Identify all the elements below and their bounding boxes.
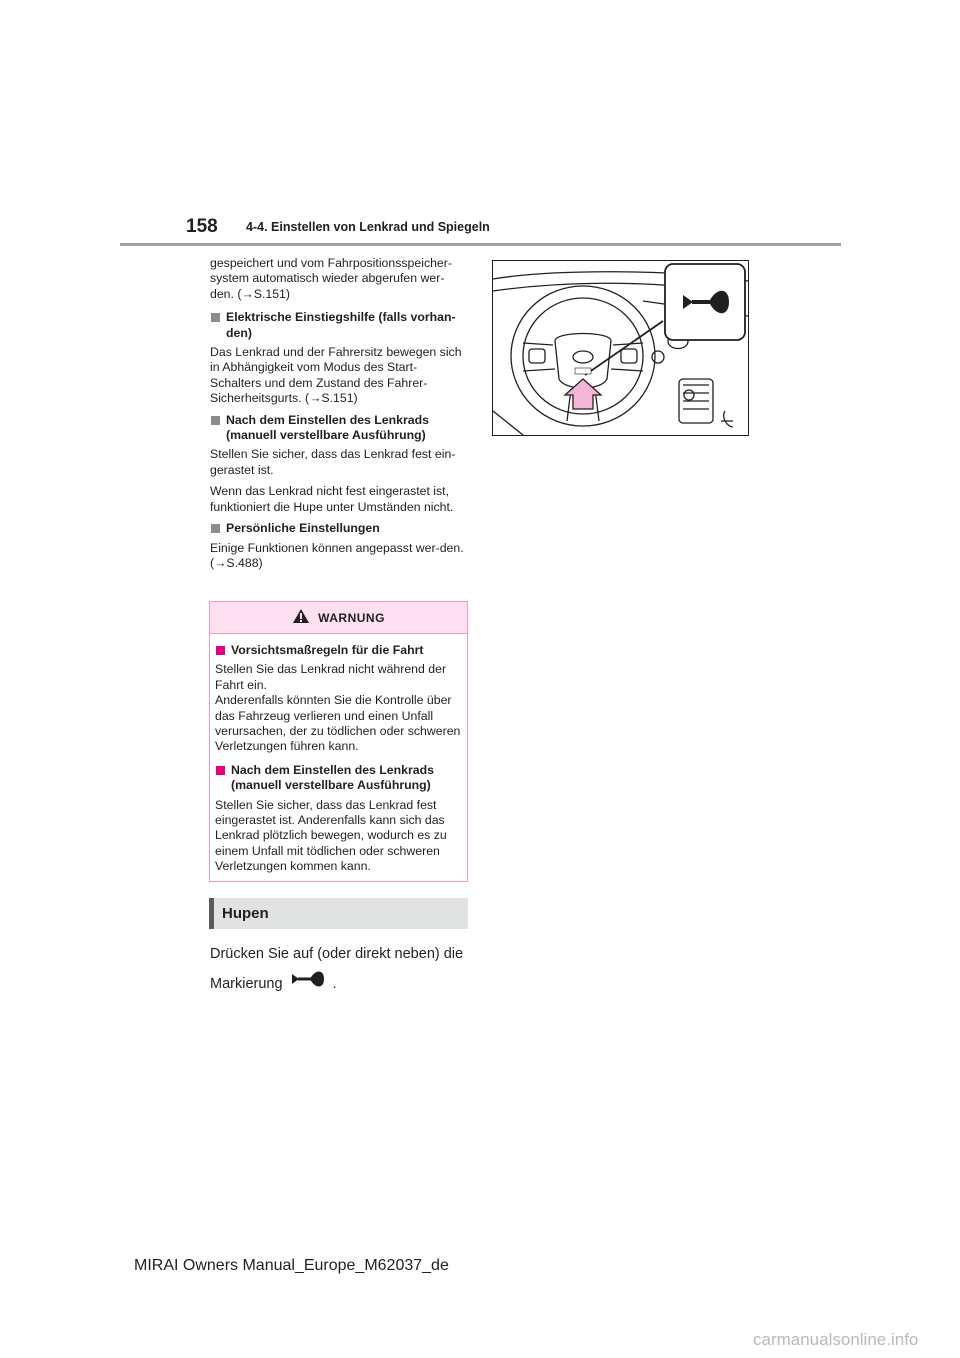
page-number: 158 bbox=[186, 216, 218, 237]
warning-triangle-icon bbox=[292, 608, 310, 627]
section-heading-hupen: Hupen bbox=[209, 898, 468, 929]
main-text-column bbox=[210, 256, 468, 577]
header-divider bbox=[120, 243, 841, 246]
horn-icon bbox=[291, 969, 325, 999]
square-bullet-icon bbox=[216, 646, 225, 655]
warning-item-text: Anderenfalls könnten Sie die Kontrolle über das Fahrzeug verlieren und einen Unfall verursachen, der zu tödlichen oder schweren Verletzungen führen kann. bbox=[215, 693, 461, 754]
subsection-paragraph: Wenn das Lenkrad nicht fest eingerastet ist, funktioniert die Hupe unter Umständen nicht. bbox=[210, 484, 454, 514]
square-bullet-icon bbox=[211, 524, 220, 533]
warning-item-heading: Nach dem Einstellen des Lenkrads (manuell verstellbare Ausführung) bbox=[215, 763, 462, 794]
subsection-paragraph: Das Lenkrad und der Fahrersitz bewegen sich in Abhängigkeit vom Modus des Start-Schalters und dem Zustand des Fahrer-Sicherheitsgurts. (→S.151) bbox=[210, 345, 462, 406]
square-bullet-icon bbox=[216, 766, 225, 775]
subsection-heading: Elektrische Einstiegshilfe (falls vorhan-den) bbox=[210, 310, 468, 341]
warning-header bbox=[210, 602, 467, 634]
warning-item-text: Stellen Sie sicher, dass das Lenkrad fest eingerastet ist. Anderenfalls kann sich das Lenkrad plötzlich bewegen, wodurch es zu einem Unfall mit tödlichen oder schweren Verletzungen kommen kann. bbox=[215, 797, 447, 874]
subsection-paragraph: Stellen Sie sicher, dass das Lenkrad fest ein-gerastet ist. bbox=[210, 447, 456, 477]
warning-box bbox=[209, 601, 468, 882]
subsection-paragraph: Einige Funktionen können angepasst wer-den. (→S.488) bbox=[210, 540, 464, 570]
steering-wheel-illustration bbox=[492, 260, 749, 436]
subsection-heading: Persönliche Einstellungen bbox=[210, 521, 468, 536]
warning-title: WARNUNG bbox=[318, 610, 385, 625]
horn-instruction: Drücken Sie auf (oder direkt neben) die Markierung . bbox=[210, 939, 480, 999]
intro-paragraph: gespeichert und vom Fahrpositionsspeicher-system automatisch wieder abgerufen wer-den. (→S.151) bbox=[210, 256, 452, 301]
subsection-heading: Nach dem Einstellen des Lenkrads (manuell verstellbare Ausführung) bbox=[210, 413, 468, 444]
warning-body bbox=[210, 634, 467, 875]
footer-text: MIRAI Owners Manual_Europe_M62037_de bbox=[134, 1257, 449, 1274]
section-title: 4-4. Einstellen von Lenkrad und Spiegeln bbox=[246, 220, 490, 234]
steering-wheel-drawing bbox=[493, 261, 748, 435]
square-bullet-icon bbox=[211, 313, 220, 322]
warning-item-heading: Vorsichtsmaßregeln für die Fahrt bbox=[215, 643, 462, 658]
watermark: carmanualsonline.info bbox=[753, 1330, 919, 1349]
warning-item-text: Stellen Sie das Lenkrad nicht während der Fahrt ein. bbox=[215, 662, 447, 692]
square-bullet-icon bbox=[211, 416, 220, 425]
